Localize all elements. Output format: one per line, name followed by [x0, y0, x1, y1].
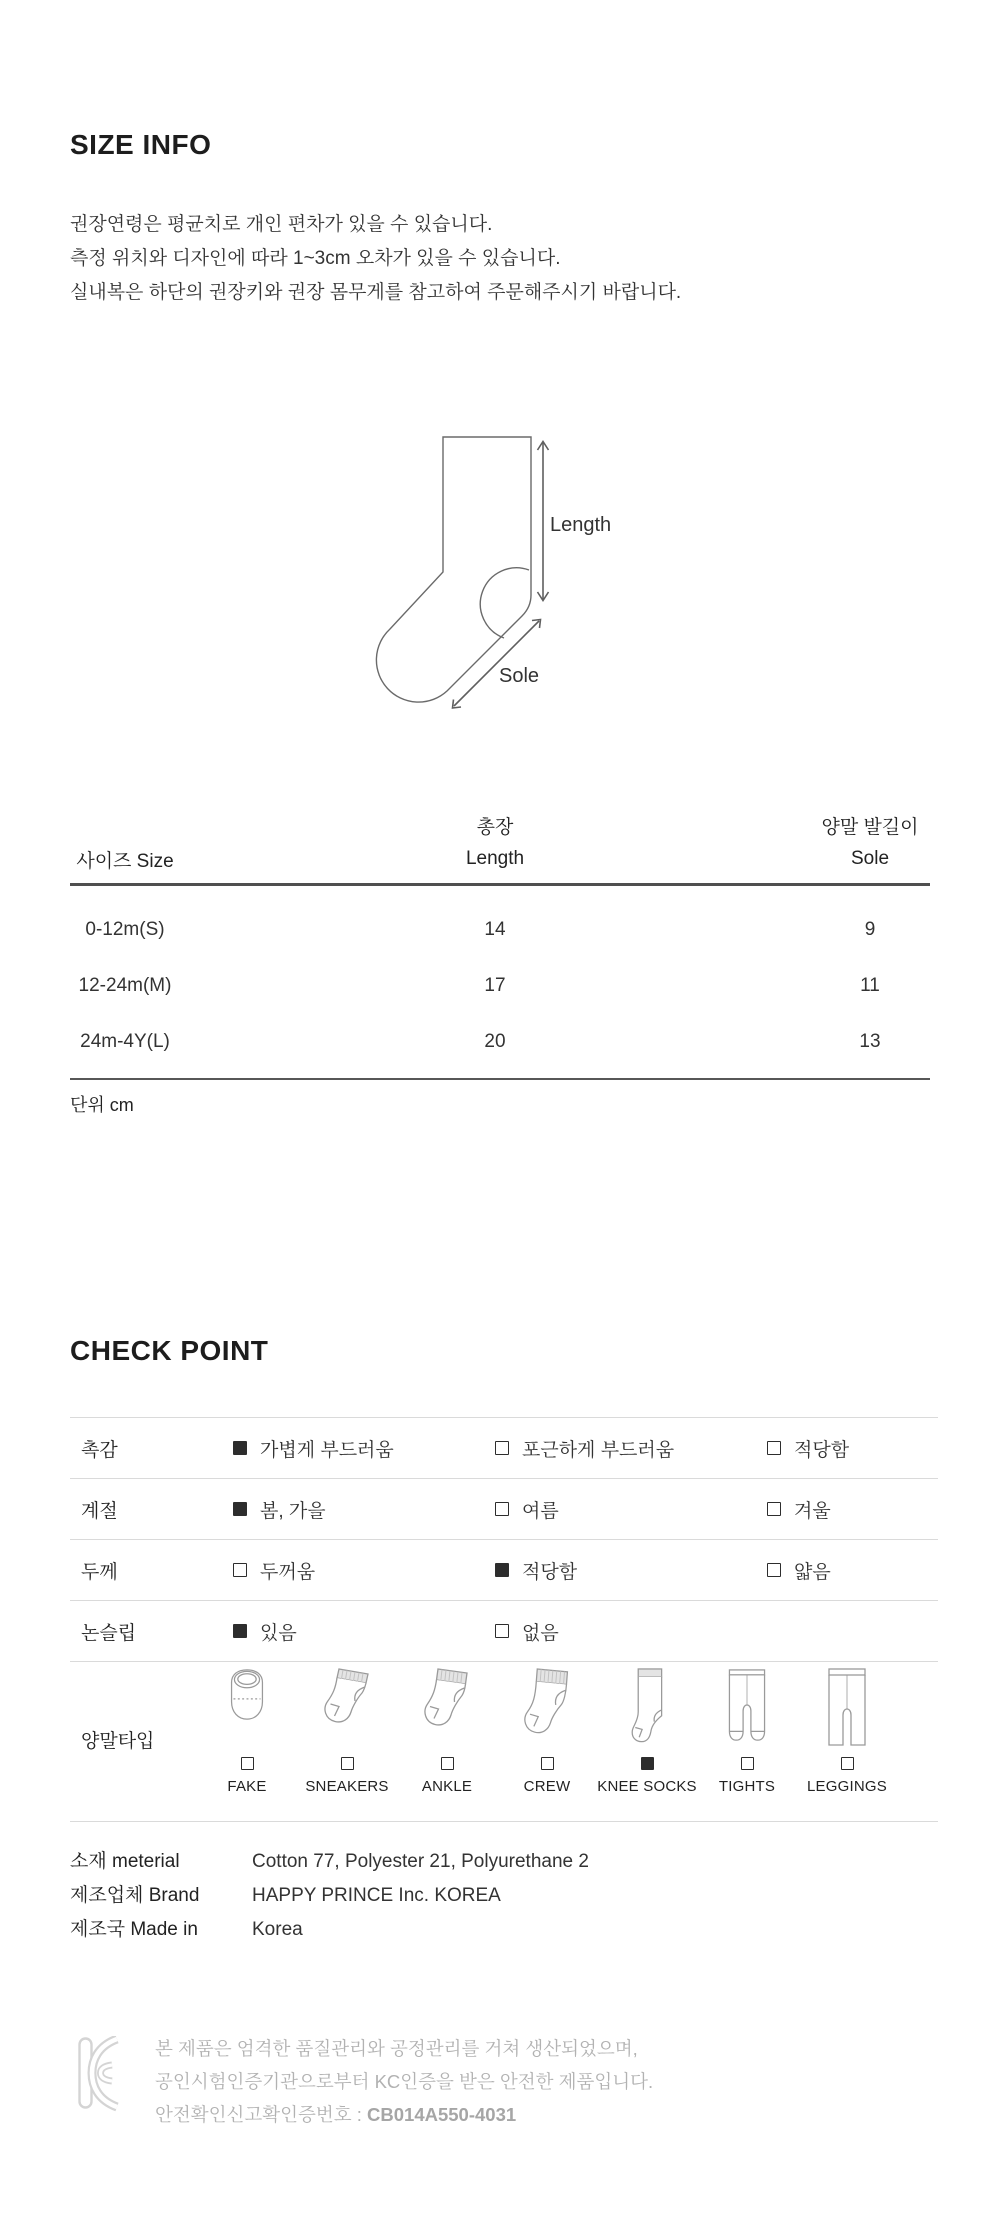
checkbox-icon: [841, 1757, 854, 1770]
check-option: [767, 1557, 938, 1584]
check-option-label: 봄, 가을: [260, 1500, 326, 1522]
check-row-label: 계절: [81, 1500, 118, 1522]
size-table-header: [70, 812, 930, 886]
check-option: [233, 1618, 495, 1645]
check-option-label: 두꺼움: [260, 1561, 316, 1583]
check-option: [495, 1435, 767, 1462]
checkbox-icon: [241, 1757, 254, 1770]
checkbox-icon: [495, 1563, 509, 1577]
check-row-label: 촉감: [81, 1439, 118, 1461]
check-option: [495, 1496, 767, 1523]
checkbox-icon: [767, 1563, 781, 1577]
sock-type-knee-socks: KNEE SOCKS: [597, 1667, 697, 1813]
fake-sock-icon: [229, 1667, 265, 1749]
check-option-label: 적당함: [522, 1561, 578, 1583]
sole-label: Sole: [499, 665, 540, 687]
checkbox-icon: [495, 1441, 509, 1455]
product-info-row: [70, 1913, 589, 1947]
check-option-label: 얇음: [794, 1561, 831, 1583]
kc-mark-icon: [76, 2036, 124, 2112]
check-option: [767, 1435, 938, 1462]
length-label: Length: [550, 514, 612, 536]
check-option-label: 없음: [522, 1622, 559, 1644]
length-cell: 20: [484, 1031, 506, 1052]
size-info-note-line: 권장연령은 평균치로 개인 편차가 있을 수 있습니다.: [70, 214, 493, 235]
product-info-label: 제조업체 Brand: [70, 1885, 200, 1906]
check-option-label: 여름: [522, 1500, 559, 1522]
check-option: [495, 1618, 767, 1645]
sock-type-leggings: LEGGINGS: [797, 1667, 897, 1813]
certification-line: 공인시험인증기관으로부터 KC인증을 받은 안전한 제품입니다.: [155, 2071, 654, 2092]
certification-number: CB014A550-4031: [367, 2104, 517, 2125]
size-table-body: [70, 886, 930, 1080]
size-cell: 12-24m(M): [78, 975, 172, 996]
product-info-value: Korea: [252, 1919, 303, 1940]
sock-type-sneakers: SNEAKERS: [297, 1667, 397, 1813]
product-info-value: HAPPY PRINCE Inc. KOREA: [252, 1885, 501, 1906]
sneakers-sock-icon: [324, 1667, 370, 1749]
check-option: [233, 1496, 495, 1523]
checkbox-icon: [233, 1502, 247, 1516]
size-info-note-line: 측정 위치와 디자인에 따라 1~3cm 오차가 있을 수 있습니다.: [70, 248, 561, 269]
check-option-label: 있음: [260, 1622, 297, 1644]
product-info: [70, 1845, 589, 1947]
checkbox-icon: [741, 1757, 754, 1770]
check-option-label: 가볍게 부드러움: [260, 1439, 394, 1461]
sock-measure-diagram: [360, 420, 650, 730]
size-cell: 0-12m(S): [85, 919, 165, 940]
knee-socks-icon: [630, 1667, 664, 1749]
length-cell: 17: [484, 975, 506, 996]
length-cell: 14: [484, 919, 506, 940]
check-option: [767, 1496, 938, 1523]
certification-line: 본 제품은 엄격한 품질관리와 공정관리를 거쳐 생산되었으며,: [155, 2038, 638, 2059]
check-option: [233, 1557, 495, 1584]
certification-number-line: 안전확인신고확인증번호 : CB014A550-4031: [155, 2104, 517, 2125]
checkbox-icon: [495, 1624, 509, 1638]
check-option-label: 겨울: [794, 1500, 831, 1522]
checkbox-icon: [767, 1502, 781, 1516]
checkbox-icon: [233, 1563, 247, 1577]
size-cell: 24m-4Y(L): [80, 1031, 170, 1052]
check-row: [70, 1479, 938, 1540]
check-option: [233, 1435, 495, 1462]
check-option-label: 포근하게 부드러움: [522, 1439, 675, 1461]
sock-type-crew: CREW: [497, 1667, 597, 1813]
length-arrow: [538, 442, 549, 601]
check-point-title: CHECK POINT: [70, 1335, 269, 1367]
sock-type-ankle: ANKLE: [397, 1667, 497, 1813]
check-option-label: 적당함: [794, 1439, 850, 1461]
checkbox-icon: [233, 1624, 247, 1638]
checkbox-icon: [641, 1757, 654, 1770]
check-row: [70, 1601, 938, 1662]
table-row: [70, 902, 930, 958]
size-info-title: SIZE INFO: [70, 128, 212, 160]
sock-type-tights: TIGHTS: [697, 1667, 797, 1813]
size-info-notes: [70, 208, 681, 310]
product-info-label: 제조국 Made in: [70, 1919, 198, 1940]
ankle-sock-icon: [424, 1667, 470, 1749]
sock-type-row: [70, 1657, 938, 1822]
crew-sock-icon: [523, 1667, 571, 1749]
table-row: [70, 958, 930, 1014]
sole-cell: 11: [860, 975, 880, 996]
sock-type-label: 양말타입: [81, 1730, 155, 1752]
check-option: [495, 1557, 767, 1584]
product-info-value: Cotton 77, Polyester 21, Polyurethane 2: [252, 1851, 589, 1872]
sole-cell: 9: [864, 919, 876, 940]
size-col-header: 사이즈 Size: [76, 851, 174, 872]
sock-outline: [376, 437, 531, 702]
unit-note: 단위 cm: [70, 1095, 134, 1115]
check-row-label: 두께: [81, 1561, 118, 1583]
sole-cell: 13: [859, 1031, 881, 1052]
checkbox-icon: [441, 1757, 454, 1770]
checkbox-icon: [767, 1441, 781, 1455]
checkbox-icon: [341, 1757, 354, 1770]
size-table: [70, 812, 930, 1117]
sock-type-fake: FAKE: [197, 1667, 297, 1813]
product-info-row: [70, 1879, 589, 1913]
certification-note: [155, 2032, 653, 2131]
checkbox-icon: [495, 1502, 509, 1516]
check-row: [70, 1418, 938, 1479]
product-info-label: 소재 meterial: [70, 1851, 180, 1872]
product-info-row: [70, 1845, 589, 1879]
checkbox-icon: [233, 1441, 247, 1455]
sole-col-header: 양말 발길이 Sole: [821, 817, 919, 869]
size-info-note-line: 실내복은 하단의 권장키와 권장 몸무게를 참고하여 주문해주시기 바랍니다.: [70, 282, 682, 303]
check-point-table: [70, 1417, 938, 1662]
check-row: [70, 1540, 938, 1601]
tights-icon: [728, 1667, 766, 1749]
length-col-header: 총장 Length: [465, 817, 525, 869]
checkbox-icon: [541, 1757, 554, 1770]
leggings-icon: [827, 1667, 867, 1749]
check-row-label: 논슬립: [81, 1622, 137, 1644]
table-row: [70, 1014, 930, 1070]
